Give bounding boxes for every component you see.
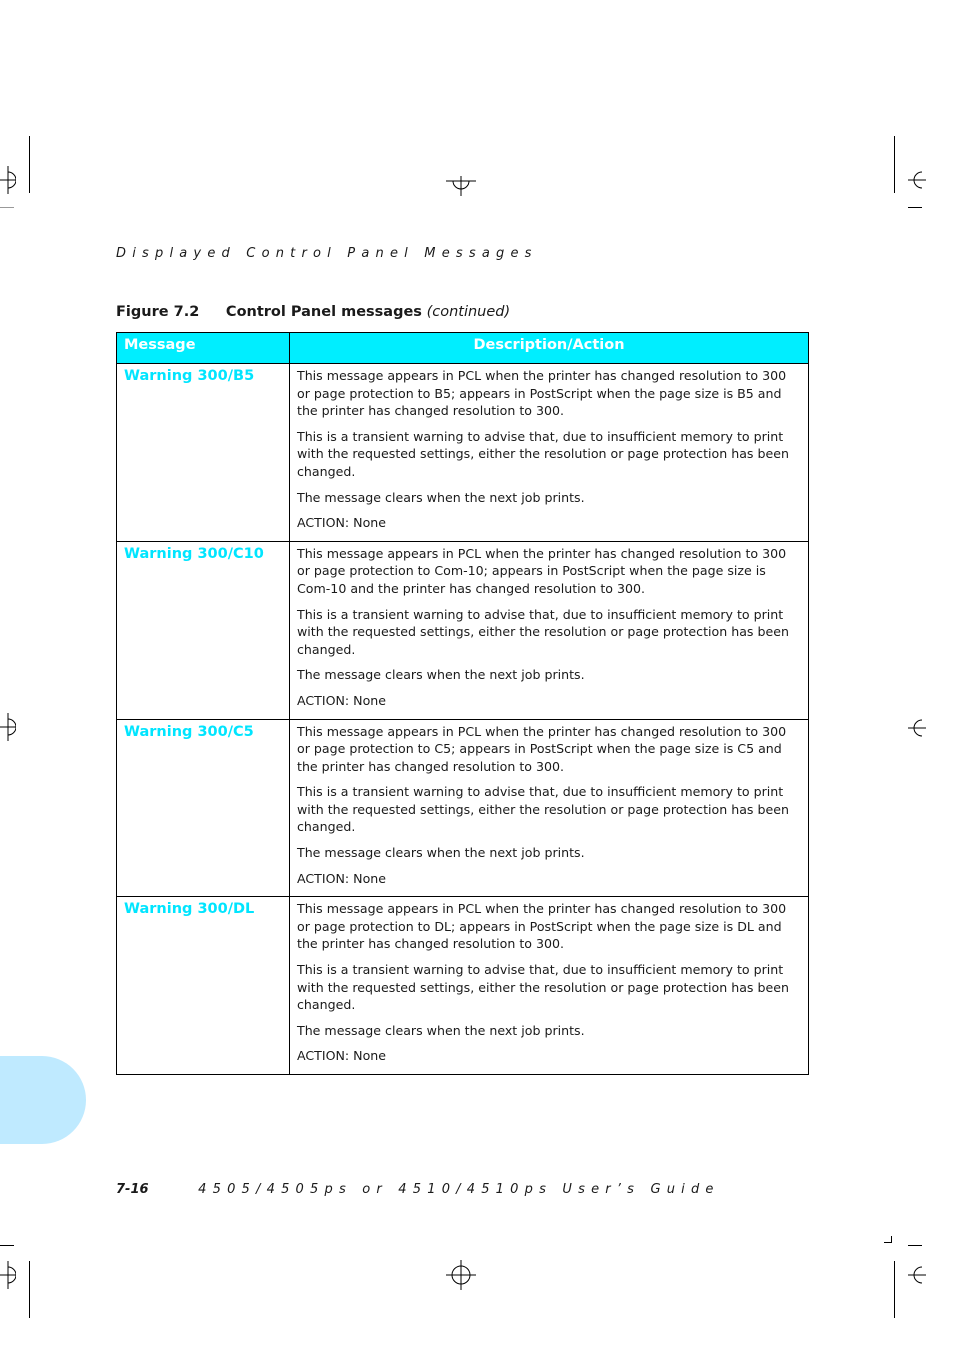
messages-table [116, 332, 809, 1075]
chapter-thumb-tab [0, 1056, 86, 1144]
action-text: ACTION: None [297, 870, 387, 886]
description-paragraph: This message appears in PCL when the printer has changed resolution to 300 or page protection to Com-10; appears in PostScript when the page size is Com-10 and the printer has changed resolution to 300. [297, 545, 787, 596]
action-text: ACTION: None [297, 515, 387, 531]
registration-target-icon [0, 166, 16, 194]
table-row [117, 541, 809, 719]
description-paragraph: The message clears when the next job prints. [297, 845, 585, 861]
description-paragraph: The message clears when the next job prints. [297, 667, 585, 683]
registration-target-icon [906, 1263, 926, 1287]
message-name: Warning 300/C5 [117, 719, 290, 897]
table-row [117, 364, 809, 542]
column-header-message: Message [117, 333, 290, 364]
page-footer [116, 1182, 720, 1197]
description-paragraph: This is a transient warning to advise that, due to insufficient memory to print with the requested settings, either the resolution or page protection has been changed. [297, 606, 789, 657]
registration-target-icon [0, 1261, 16, 1289]
description-cell [290, 897, 809, 1075]
action-text: ACTION: None [297, 692, 387, 708]
column-header-description: Description/Action [290, 333, 809, 364]
description-paragraph: This message appears in PCL when the printer has changed resolution to 300 or page protection to B5; appears in PostScript when the page size is B5 and the printer has changed resolution to 300. [297, 368, 787, 419]
figure-caption [116, 304, 510, 320]
registration-target-icon [906, 716, 926, 740]
figure-number: Figure 7.2 [116, 304, 200, 320]
table-row [117, 897, 809, 1075]
running-head: Displayed Control Panel Messages [116, 246, 538, 261]
registration-target-icon [446, 1260, 476, 1290]
table-row [117, 719, 809, 897]
registration-target-icon [0, 713, 16, 741]
page-number: 7-16 [116, 1182, 149, 1197]
description-paragraph: This is a transient warning to advise that, due to insufficient memory to print with the requested settings, either the resolution or page protection has been changed. [297, 962, 789, 1013]
message-name: Warning 300/B5 [117, 364, 290, 542]
description-paragraph: The message clears when the next job prints. [297, 1022, 585, 1038]
action-text: ACTION: None [297, 1048, 387, 1064]
guide-title: 4505/4505ps or 4510/4510ps User’s Guide [198, 1182, 720, 1197]
figure-title: Control Panel messages [225, 304, 422, 320]
registration-target-icon [446, 176, 476, 196]
description-cell [290, 541, 809, 719]
message-name: Warning 300/DL [117, 897, 290, 1075]
description-paragraph: This is a transient warning to advise that, due to insufficient memory to print with the requested settings, either the resolution or page protection has been changed. [297, 428, 789, 479]
description-paragraph: This message appears in PCL when the printer has changed resolution to 300 or page protection to C5; appears in PostScript when the page size is C5 and the printer has changed resolution to 300. [297, 723, 787, 774]
registration-target-icon [906, 168, 926, 192]
description-cell [290, 364, 809, 542]
description-cell [290, 719, 809, 897]
description-paragraph: The message clears when the next job prints. [297, 489, 585, 505]
message-name: Warning 300/C10 [117, 541, 290, 719]
description-paragraph: This message appears in PCL when the printer has changed resolution to 300 or page protection to DL; appears in PostScript when the page size is DL and the printer has changed resolution to 300. [297, 901, 787, 952]
figure-continued: (continued) [426, 304, 511, 320]
table-header-row [117, 333, 809, 364]
description-paragraph: This is a transient warning to advise that, due to insufficient memory to print with the requested settings, either the resolution or page protection has been changed. [297, 784, 789, 835]
